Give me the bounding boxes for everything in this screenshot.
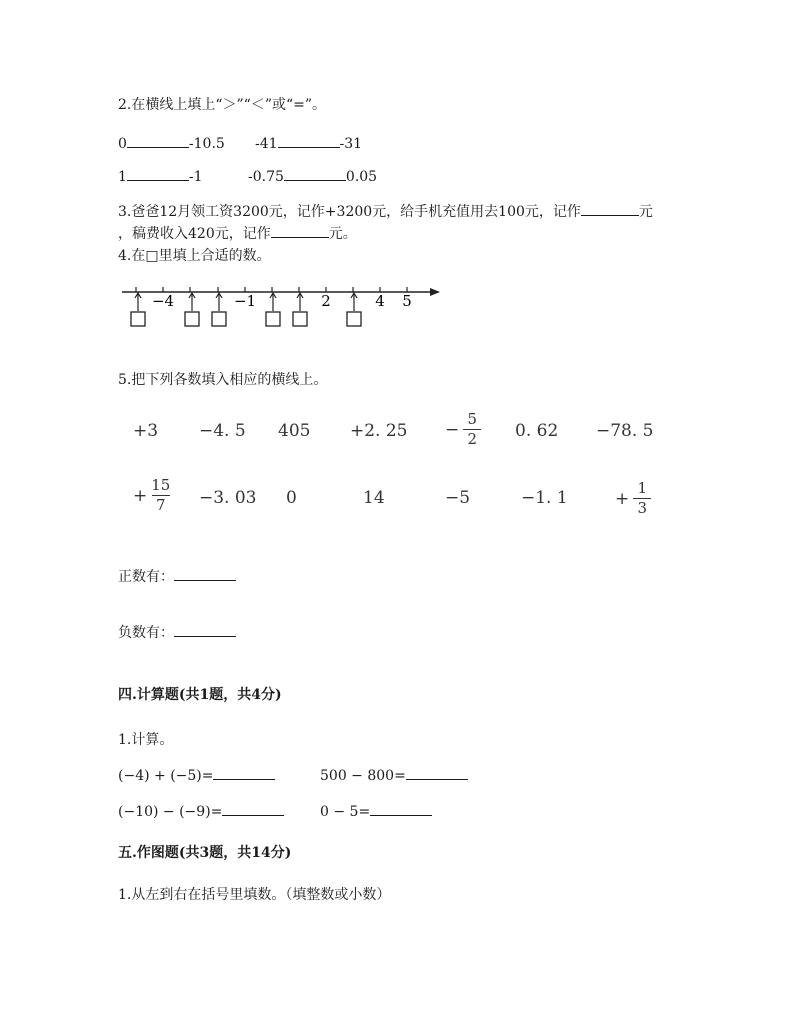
answer-blank[interactable] [127, 133, 189, 148]
q4-title: 4.在□里填上合适的数。 [118, 248, 271, 264]
q2-title: 2.在横线上填上“＞”“＜”或“=”。 [118, 97, 327, 113]
number-item: 405 [278, 421, 311, 441]
sec5-q1: 1.从左到右在括号里填数。（填整数或小数） [118, 887, 391, 903]
calc-4 [320, 801, 432, 820]
negative-label: 负数有： [118, 625, 174, 641]
q2-r1-c: -41 [255, 136, 278, 152]
answer-box[interactable] [347, 312, 361, 326]
number-item: +3 [133, 421, 159, 441]
fraction-denominator: 2 [467, 430, 478, 448]
calc-expr: 0 − 5= [320, 804, 371, 820]
calc-expr: 500 − 800= [320, 768, 406, 784]
sec4-q1: 1.计算。 [118, 732, 174, 748]
answer-box[interactable] [185, 312, 199, 326]
number-item: −4. 5 [199, 421, 246, 441]
fraction-sign: + [133, 485, 148, 506]
section4-heading: 四.计算题(共1题，共4分) [118, 687, 282, 703]
calc-2 [320, 765, 468, 784]
q5-title: 5.把下列各数填入相应的横线上。 [118, 372, 328, 388]
q2-r1-d: -31 [339, 136, 363, 152]
number-item: +2. 25 [350, 421, 408, 441]
answer-box[interactable] [212, 312, 226, 326]
tick-label: 5 [402, 292, 412, 310]
q2-row2-right [248, 166, 377, 185]
tick-label: 4 [375, 292, 385, 310]
q2-r2-d: 0.05 [345, 169, 378, 185]
answer-blank[interactable] [278, 133, 340, 148]
q2-r1-a: 0 [118, 136, 127, 152]
q3-unit2: 元。 [328, 226, 357, 242]
answer-blank[interactable] [213, 765, 275, 780]
number-item: −5 [445, 488, 471, 508]
answer-blank[interactable] [370, 801, 432, 816]
fraction-item [445, 411, 481, 448]
number-item: −78. 5 [596, 421, 654, 441]
answer-box[interactable] [293, 312, 307, 326]
q3-line2 [118, 223, 357, 243]
q3-text1: 3.爸爸12月领工资3200元，记作+3200元，给手机充值用去100元，记作 [118, 204, 581, 220]
q2-r1-b: -10.5 [188, 136, 225, 152]
q2-row2-left [118, 166, 203, 185]
number-item: 0. 62 [515, 421, 559, 441]
number-line-ticks [136, 287, 407, 292]
fraction-denominator: 3 [637, 499, 648, 517]
q2-row1-right [255, 133, 362, 152]
answer-box[interactable] [131, 312, 145, 326]
answer-blank[interactable] [222, 801, 284, 816]
answer-blank[interactable] [127, 166, 189, 181]
fraction-denominator: 7 [156, 496, 166, 514]
fraction-item [133, 477, 170, 514]
answer-blank[interactable] [284, 166, 346, 181]
fraction-numerator: 1 [637, 479, 648, 497]
q2-r2-a: 1 [118, 169, 127, 185]
q3-text2: ，稿费收入420元，记作 [118, 226, 271, 242]
answer-box[interactable] [266, 312, 280, 326]
answer-blank[interactable] [174, 622, 236, 637]
positive-numbers-row [118, 566, 236, 586]
q3-line1 [118, 201, 653, 221]
number-line-arrow-icon [430, 288, 440, 296]
fraction-numerator: 15 [151, 476, 171, 494]
fraction-numerator: 5 [467, 410, 478, 428]
number-item: −3. 03 [199, 488, 257, 508]
tick-label: −4 [151, 292, 175, 310]
number-item: 0 [286, 488, 297, 508]
calc-1 [118, 765, 275, 784]
calc-expr: (−4) + (−5)= [118, 768, 214, 784]
answer-blank[interactable] [271, 223, 329, 238]
number-item: −1. 1 [521, 488, 568, 508]
fraction-item [615, 480, 651, 517]
calc-expr: (−10) − (−9)= [118, 804, 223, 820]
section5-heading: 五.作图题(共3题，共14分) [118, 845, 292, 861]
positive-label: 正数有： [118, 569, 174, 585]
calc-3 [118, 801, 284, 820]
tick-label: 2 [321, 292, 331, 310]
q3-unit1: 元 [638, 204, 653, 220]
number-item: 14 [363, 488, 385, 508]
fraction-sign: + [615, 488, 630, 509]
q2-r2-c: -0.75 [248, 169, 284, 185]
q2-r2-b: -1 [188, 169, 203, 185]
q2-row1-left [118, 133, 225, 152]
negative-numbers-row [118, 622, 236, 642]
answer-blank[interactable] [406, 765, 468, 780]
answer-blank[interactable] [581, 201, 639, 216]
tick-label: −1 [233, 292, 257, 310]
answer-blank[interactable] [174, 566, 236, 581]
number-line [110, 278, 450, 330]
fraction-sign: − [445, 419, 460, 440]
